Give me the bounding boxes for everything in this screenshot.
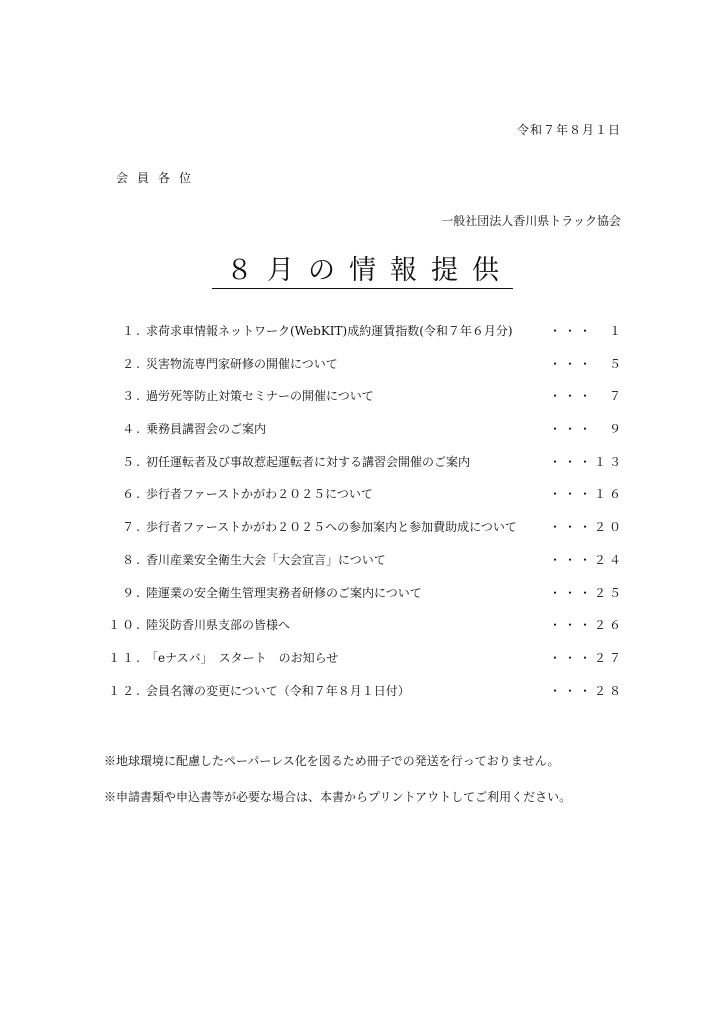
toc-item-number: １０. xyxy=(108,618,142,633)
toc-item-number: １. xyxy=(122,324,142,338)
recipient: 会員各位 xyxy=(116,171,201,185)
toc-item-number: １２. xyxy=(108,683,142,698)
toc-item xyxy=(104,518,624,551)
toc-item xyxy=(104,551,624,584)
toc-item-page: ・・・２８ xyxy=(548,683,624,698)
toc-item-page: ・・・ ７ xyxy=(548,389,624,404)
toc-item-text: 過労死等防止対策セミナーの開催について xyxy=(146,389,374,404)
toc-item-number: １１. xyxy=(108,650,142,665)
toc-item-text: 歩行者ファーストかがわ２０２５への参加案内と参加費助成について xyxy=(146,520,517,535)
page-title: ８月の情報提供 xyxy=(212,255,513,289)
toc-item xyxy=(104,387,624,420)
sender: 一般社団法人香川県トラック協会 xyxy=(441,214,621,228)
toc-item-text: 会員名簿の変更について（令和７年８月１日付） xyxy=(146,683,410,698)
page-title-wrapper xyxy=(0,255,725,289)
toc-item-text: 陸災防香川県支部の皆様へ xyxy=(146,618,291,633)
toc-item-text: 歩行者ファーストかがわ２０２５について xyxy=(146,487,373,502)
toc-item-text: 災害物流専門家研修の開催について xyxy=(146,356,338,371)
toc-item-page: ・・・２４ xyxy=(548,552,624,567)
toc-item-number: ５. xyxy=(122,454,142,469)
toc-item xyxy=(104,682,624,715)
toc-item-number: ８. xyxy=(122,552,142,567)
note-paperless: ※地球環境に配慮したペーパーレス化を図るため冊子での発送を行っておりません。 xyxy=(104,754,560,768)
toc-item-number: ２. xyxy=(122,356,142,371)
toc-item-page: ・・・１６ xyxy=(548,487,624,502)
toc-item-text: 香川産業安全衛生大会「大会宣言」について xyxy=(146,552,386,567)
toc-item xyxy=(104,355,624,388)
note-printout: ※申請書類や申込書等が必要な場合は、本書からプリントアウトしてご利用ください。 xyxy=(104,790,572,804)
toc-item-page: ・・・２７ xyxy=(548,650,624,665)
toc-item-page: ・・・２５ xyxy=(548,585,624,600)
toc-item-page: ・・・２６ xyxy=(548,618,624,633)
toc-item xyxy=(104,322,624,355)
toc-item-page: ・・・ ５ xyxy=(548,356,624,371)
table-of-contents xyxy=(104,322,624,714)
toc-item xyxy=(104,420,624,453)
toc-item-page: ・・・１３ xyxy=(548,454,624,469)
notes xyxy=(104,752,571,824)
toc-item xyxy=(104,453,624,486)
toc-item-number: ３. xyxy=(122,389,142,404)
toc-item-number: ７. xyxy=(122,520,142,535)
toc-item-text: 初任運転者及び事故惹起運転者に対する講習会開催のご案内 xyxy=(146,454,471,469)
toc-item xyxy=(104,485,624,518)
toc-item-page: ・・・ ９ xyxy=(548,422,624,437)
toc-item xyxy=(104,649,624,682)
toc-item-text: 乗務員講習会のご案内 xyxy=(146,422,267,437)
toc-item xyxy=(104,616,624,649)
toc-item-text: 「eナスバ」 スタート のお知らせ xyxy=(146,650,339,665)
toc-item-number: ４. xyxy=(122,422,142,437)
toc-item-page: ・・・２０ xyxy=(548,520,624,535)
toc-item xyxy=(104,584,624,617)
document-date: 令和７年８月１日 xyxy=(516,123,621,137)
toc-item-number: ９. xyxy=(122,585,142,600)
toc-item-text: 陸運業の安全衛生管理実務者研修のご案内について xyxy=(146,585,422,600)
toc-item-number: ６. xyxy=(122,487,142,502)
toc-item-text: 求荷求車情報ネットワーク(WebKIT)成約運賃指数(令和７年６月分) xyxy=(146,324,513,338)
toc-item-page: ・・・ １ xyxy=(548,324,624,338)
